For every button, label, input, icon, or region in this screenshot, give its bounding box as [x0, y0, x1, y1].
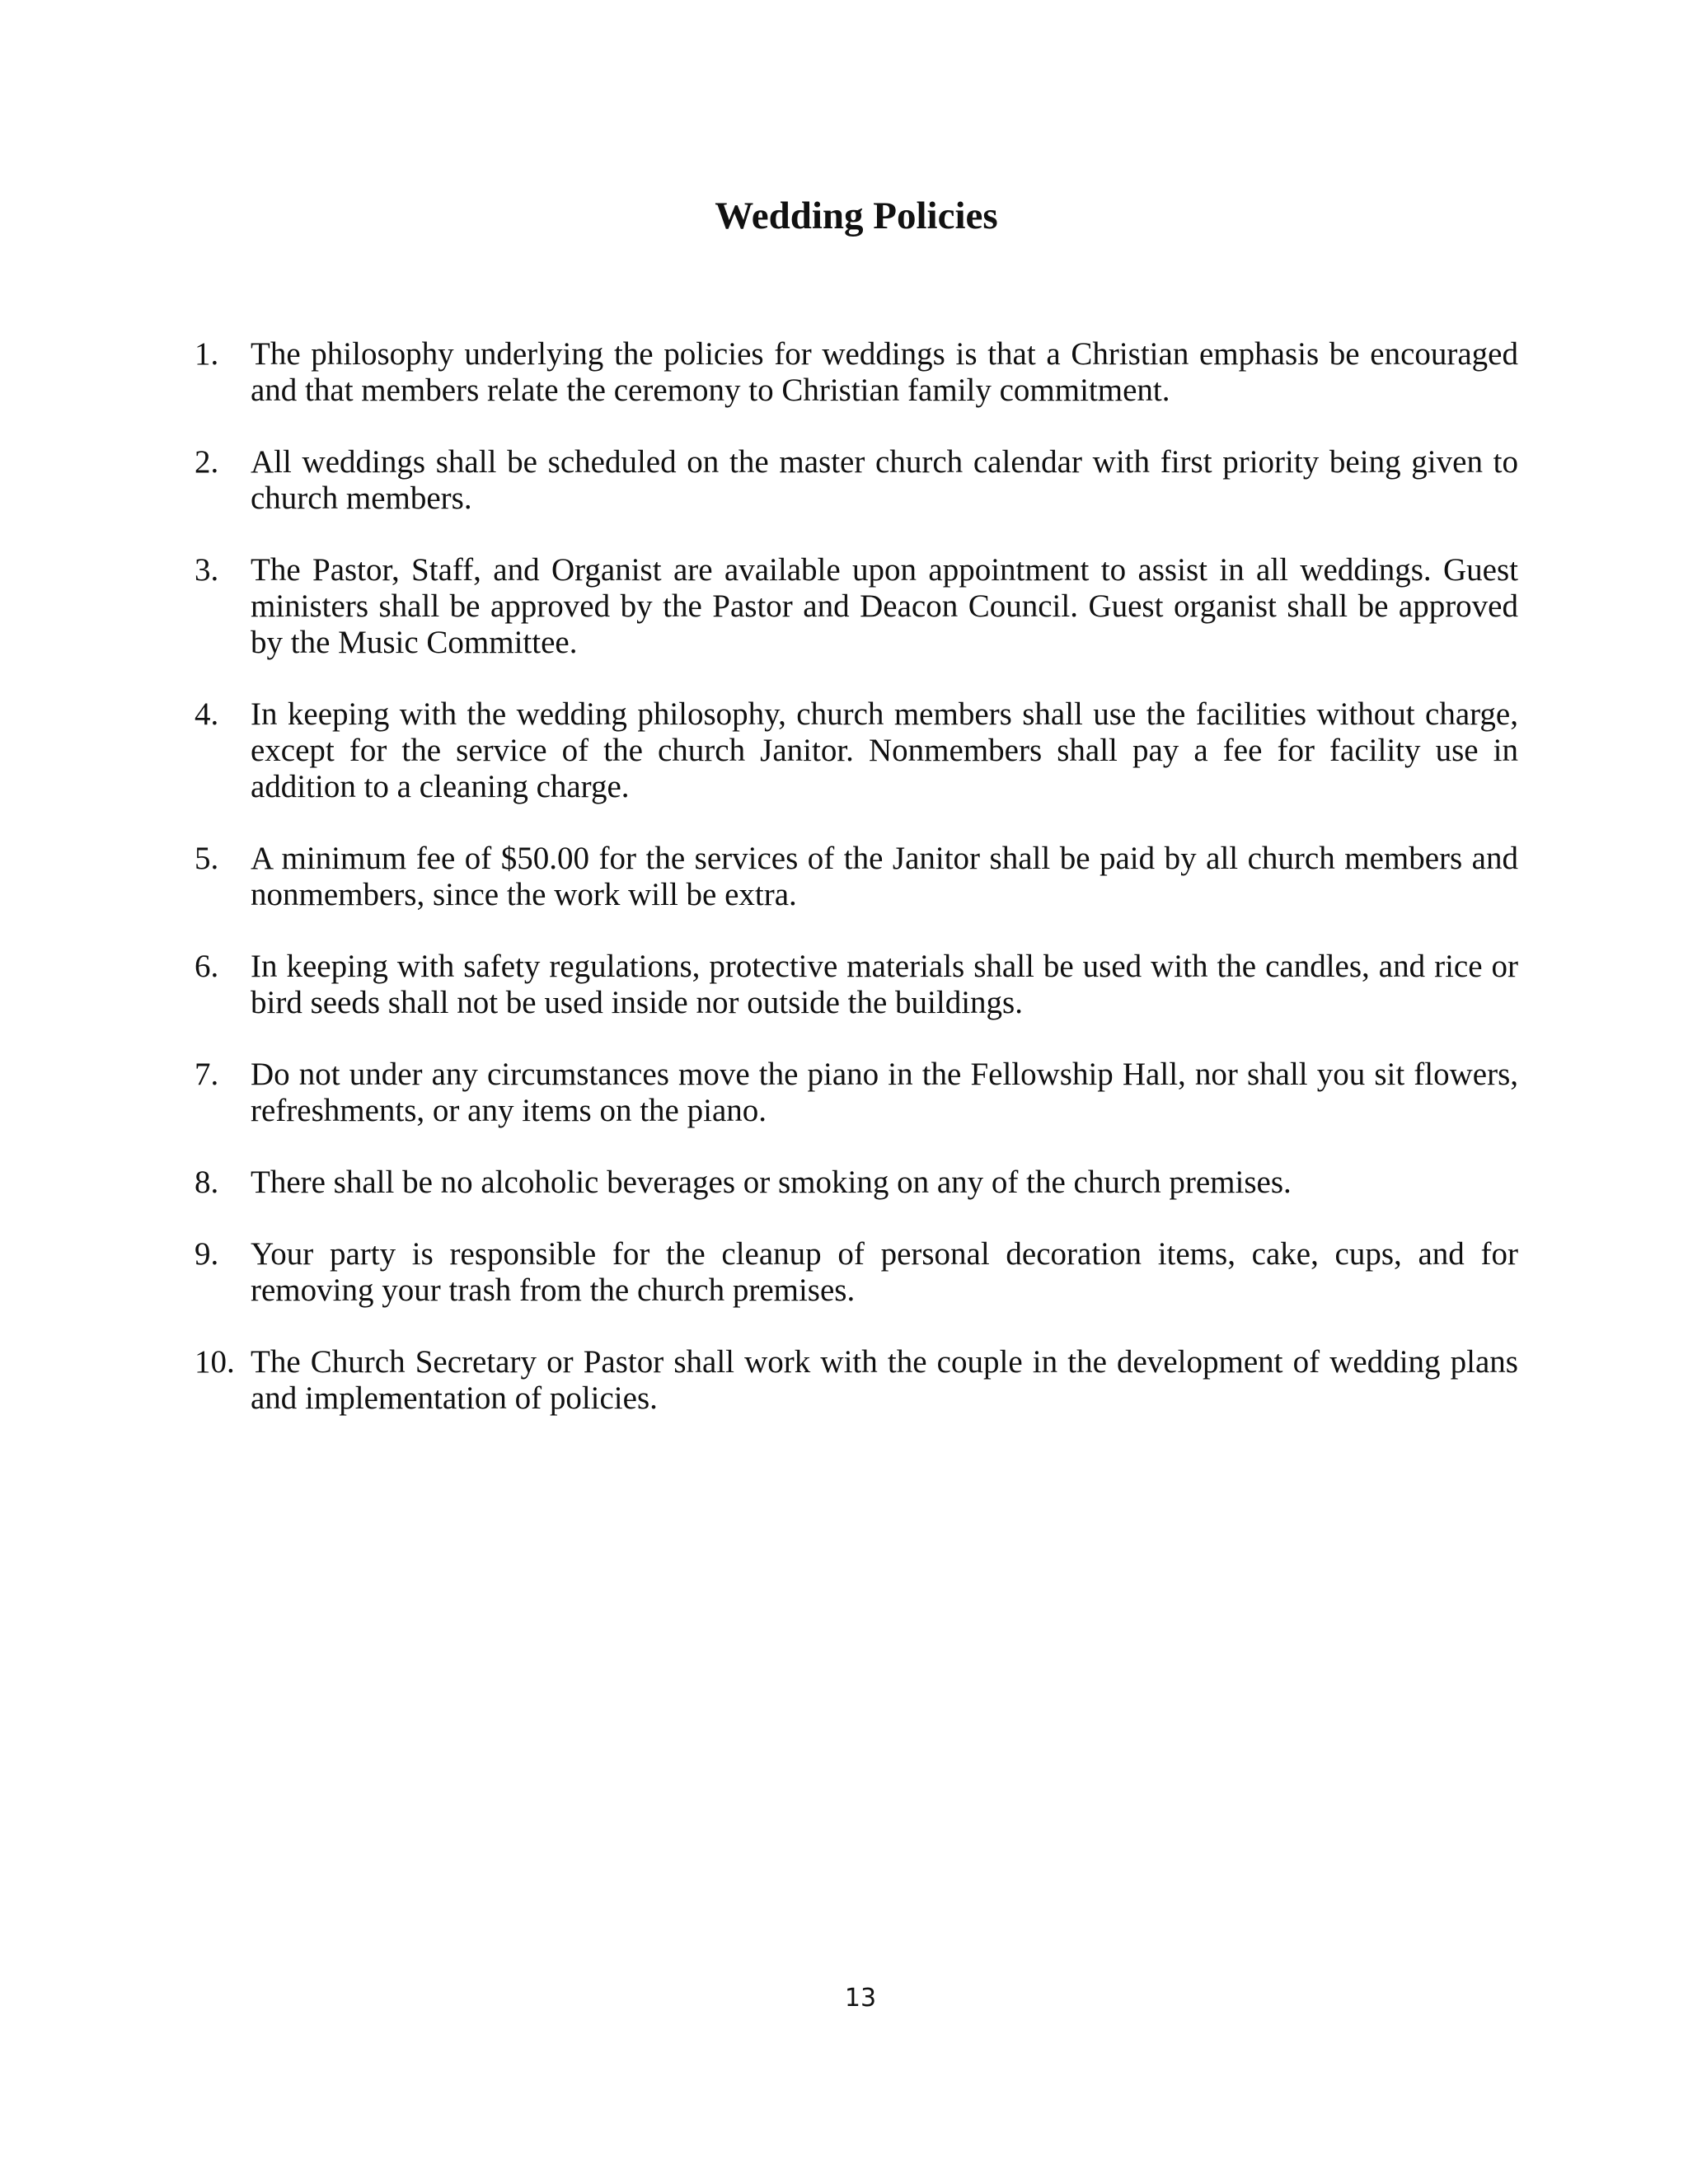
page-number: 13 — [844, 1984, 877, 2013]
page-title: Wedding Policies — [715, 194, 998, 237]
policy-number: 4. — [195, 696, 219, 732]
policy-text: Your party is responsible for the cleanup of personal decoration items, cake, cups, and for removing your trash from the church premises. — [251, 1236, 1518, 1308]
policy-item-2 — [195, 444, 1518, 517]
policy-text: The Church Secretary or Pastor shall work with the couple in the development of wedding plans and implementation of policies. — [251, 1344, 1518, 1416]
policy-text: In keeping with the wedding philosophy, church members shall use the facilities without charge, except for the service of the church Janitor. Nonmembers shall pay a fee for facility use in addition to a cleaning charge. — [251, 696, 1518, 804]
policy-item-1 — [195, 336, 1518, 409]
policy-text: In keeping with safety regulations, protective materials shall be used with the candles, and rice or bird seeds shall not be used inside nor outside the buildings. — [251, 949, 1518, 1020]
policy-item-9 — [195, 1236, 1518, 1309]
policy-item-7 — [195, 1057, 1518, 1129]
policy-text: The Pastor, Staff, and Organist are available upon appointment to assist in all weddings. Guest ministers shall be approved by the Pastor and Deacon Council. Guest organist shall be approved by the Music Committee. — [251, 552, 1518, 660]
policy-item-3 — [195, 552, 1518, 661]
policy-number: 2. — [195, 444, 219, 480]
policy-item-4 — [195, 696, 1518, 805]
policy-text: All weddings shall be scheduled on the master church calendar with first priority being given to church members. — [251, 444, 1518, 516]
policy-text: The philosophy underlying the policies for weddings is that a Christian emphasis be encouraged and that members relate the ceremony to Christian family commitment. — [251, 336, 1518, 408]
policy-text: There shall be no alcoholic beverages or smoking on any of the church premises. — [251, 1165, 1292, 1200]
policy-number: 9. — [195, 1236, 219, 1272]
policy-number: 5. — [195, 841, 219, 876]
policy-text: A minimum fee of $50.00 for the services of the Janitor shall be paid by all church members and nonmembers, since the work will be extra. — [251, 841, 1518, 912]
policy-text: Do not under any circumstances move the piano in the Fellowship Hall, nor shall you sit flowers, refreshments, or any items on the piano. — [251, 1057, 1518, 1128]
policy-item-8 — [195, 1165, 1518, 1201]
policy-list — [195, 336, 1518, 1452]
policy-number: 8. — [195, 1165, 219, 1200]
policy-item-5 — [195, 841, 1518, 913]
policy-item-6 — [195, 949, 1518, 1021]
policy-item-10 — [195, 1344, 1518, 1417]
policy-number: 10. — [195, 1344, 235, 1380]
policy-number: 3. — [195, 552, 219, 588]
policy-number: 6. — [195, 949, 219, 984]
policy-number: 7. — [195, 1057, 219, 1092]
policy-number: 1. — [195, 336, 219, 372]
